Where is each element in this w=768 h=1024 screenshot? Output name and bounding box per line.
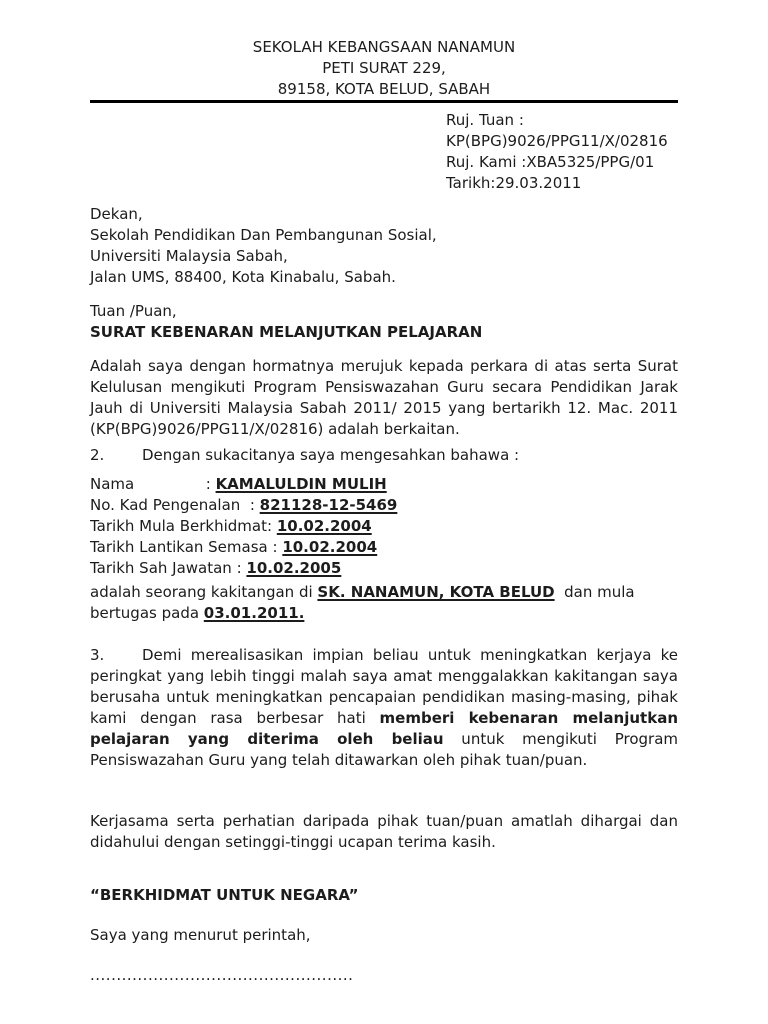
paragraph-3-bold-text: memberi kebenaran melanjutkan pelajaran yang diterima oleh beliau — [90, 709, 678, 748]
detail-row-sah-jawatan — [90, 558, 678, 579]
detail-row-mula-berkhidmat — [90, 516, 678, 537]
signoff-line: Saya yang menurut perintah, — [90, 926, 311, 944]
detail-value: 821128-12-5469 — [259, 496, 398, 514]
recipient-line: Sekolah Pendidikan Dan Pembangunan Sosial, — [90, 226, 437, 244]
closing-paragraph: Kerjasama serta perhatian daripada pihak tuan/puan amatlah dihargai dan didahului dengan setinggi-tinggi ucapan terima kasih. — [90, 812, 678, 851]
paragraph-3-text: Demi merealisasikan impian beliau untuk meningkatkan kerjaya ke peringkat yang lebih tinggi malah saya amat menggalakkan kakitangan saya berusaha untuk meningkatkan pencapaian pendidikan masing-masing, pihak kami dengan rasa berbesar hati — [90, 646, 678, 727]
detail-value: KAMALULDIN MULIH — [215, 475, 387, 493]
school-placement: SK. NANAMUN, KOTA BELUD — [317, 583, 555, 601]
paragraph-3-number: 3. — [90, 646, 105, 664]
confirmation-paragraph — [90, 582, 678, 624]
paragraph-2 — [90, 445, 678, 466]
subject-line: SURAT KEBENARAN MELANJUTKAN PELAJARAN — [90, 323, 483, 341]
salutation: Tuan /Puan, — [90, 302, 177, 320]
ruj-tuan-value: KP(BPG)9026/PPG11/X/02816 — [446, 132, 668, 150]
detail-label: No. Kad Pengenalan : — [90, 496, 260, 514]
paragraph-3-text: untuk mengikuti Program Pensiswazahan Guru yang telah ditawarkan oleh pihak tuan/puan. — [90, 730, 678, 769]
paragraph-2-number: 2. — [90, 446, 105, 464]
tarikh-line: Tarikh:29.03.2011 — [446, 174, 582, 192]
confirmation-text: adalah seorang kakitangan di — [90, 583, 318, 601]
recipient-line: Jalan UMS, 88400, Kota Kinabalu, Sabah. — [90, 268, 396, 286]
letterhead — [90, 37, 678, 100]
recipient-line: Dekan, — [90, 205, 143, 223]
reference-block — [446, 110, 678, 194]
signature-dotted-line: .................................................. — [90, 966, 354, 984]
ruj-kami-line: Ruj. Kami :XBA5325/PPG/01 — [446, 153, 655, 171]
detail-label: Nama : — [90, 475, 216, 493]
city-line: 89158, KOTA BELUD, SABAH — [277, 80, 491, 98]
school-name: SEKOLAH KEBANGSAAN NANAMUN — [252, 38, 516, 56]
paragraph-1: Adalah saya dengan hormatnya merujuk kepada perkara di atas serta Surat Kelulusan mengikuti Program Pensiswazahan Guru secara Pendidikan Jarak Jauh di Universiti Malaysia Sabah 2011/ 2015 yang bertarikh 12. Mac. 2011 (KP(BPG)9026/PPG11/X/02816) adalah berkaitan. — [90, 357, 678, 438]
letterhead-divider — [90, 100, 678, 103]
po-box-line: PETI SURAT 229, — [322, 59, 446, 77]
recipient-address — [90, 204, 678, 288]
detail-value: 10.02.2004 — [282, 538, 378, 556]
detail-label: Tarikh Sah Jawatan : — [90, 559, 247, 577]
detail-value: 10.02.2004 — [276, 517, 372, 535]
detail-row-lantikan-semasa — [90, 537, 678, 558]
detail-label: Tarikh Mula Berkhidmat: — [90, 517, 277, 535]
recipient-line: Universiti Malaysia Sabah, — [90, 247, 288, 265]
paragraph-2-text: Dengan sukacitanya saya mengesahkan bahawa : — [142, 446, 520, 464]
paragraph-3 — [90, 645, 678, 771]
start-date: 03.01.2011. — [203, 604, 305, 622]
detail-row-nama — [90, 474, 678, 495]
staff-details — [90, 474, 678, 579]
detail-value: 10.02.2005 — [246, 559, 342, 577]
detail-label: Tarikh Lantikan Semasa : — [90, 538, 283, 556]
confirmation-text: dan mula bertugas pada — [90, 583, 640, 622]
ruj-tuan-label: Ruj. Tuan : — [446, 111, 524, 129]
detail-row-kad-pengenalan — [90, 495, 678, 516]
slogan-line: “BERKHIDMAT UNTUK NEGARA” — [90, 886, 359, 904]
